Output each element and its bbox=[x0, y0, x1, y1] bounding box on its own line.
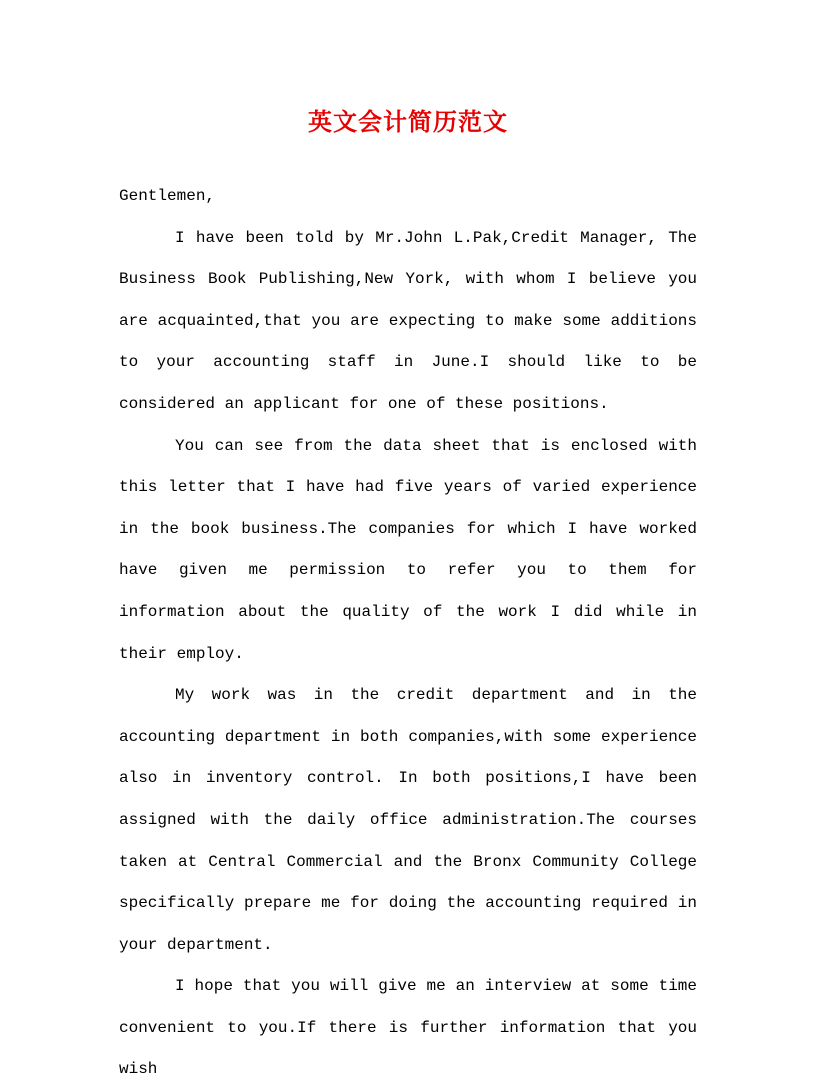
salutation: Gentlemen, bbox=[119, 187, 216, 205]
paragraph-referral: I have been told by Mr.John L.Pak,Credit Manager, The Business Book Publishing,New York, with whom I believe you are acquainted,that you are expecting to make some additions to your accounting staff in June.I should like to be considered an applicant for one of these positions. bbox=[119, 228, 697, 413]
document-title: 英文会计简历范文 bbox=[308, 107, 508, 136]
paragraph-work-history: My work was in the credit department and in the accounting department in both companies,with some experience also in inventory control. In both positions,I have been assigned with the daily office administration.The courses taken at Central Commercial and the Bronx Community College specifically prepare me for doing the accounting required in your department. bbox=[119, 686, 697, 954]
paragraph-interview-request: I hope that you will give me an interview at some time convenient to you.If there is further information that you wish bbox=[119, 977, 697, 1079]
paragraph-experience: You can see from the data sheet that is enclosed with this letter that I have had five years of varied experience in the book business.The companies for which I have worked have given me permission to refer you to them for information about the quality of the work I did while in their employ. bbox=[119, 436, 697, 663]
letter-body bbox=[119, 176, 697, 1091]
